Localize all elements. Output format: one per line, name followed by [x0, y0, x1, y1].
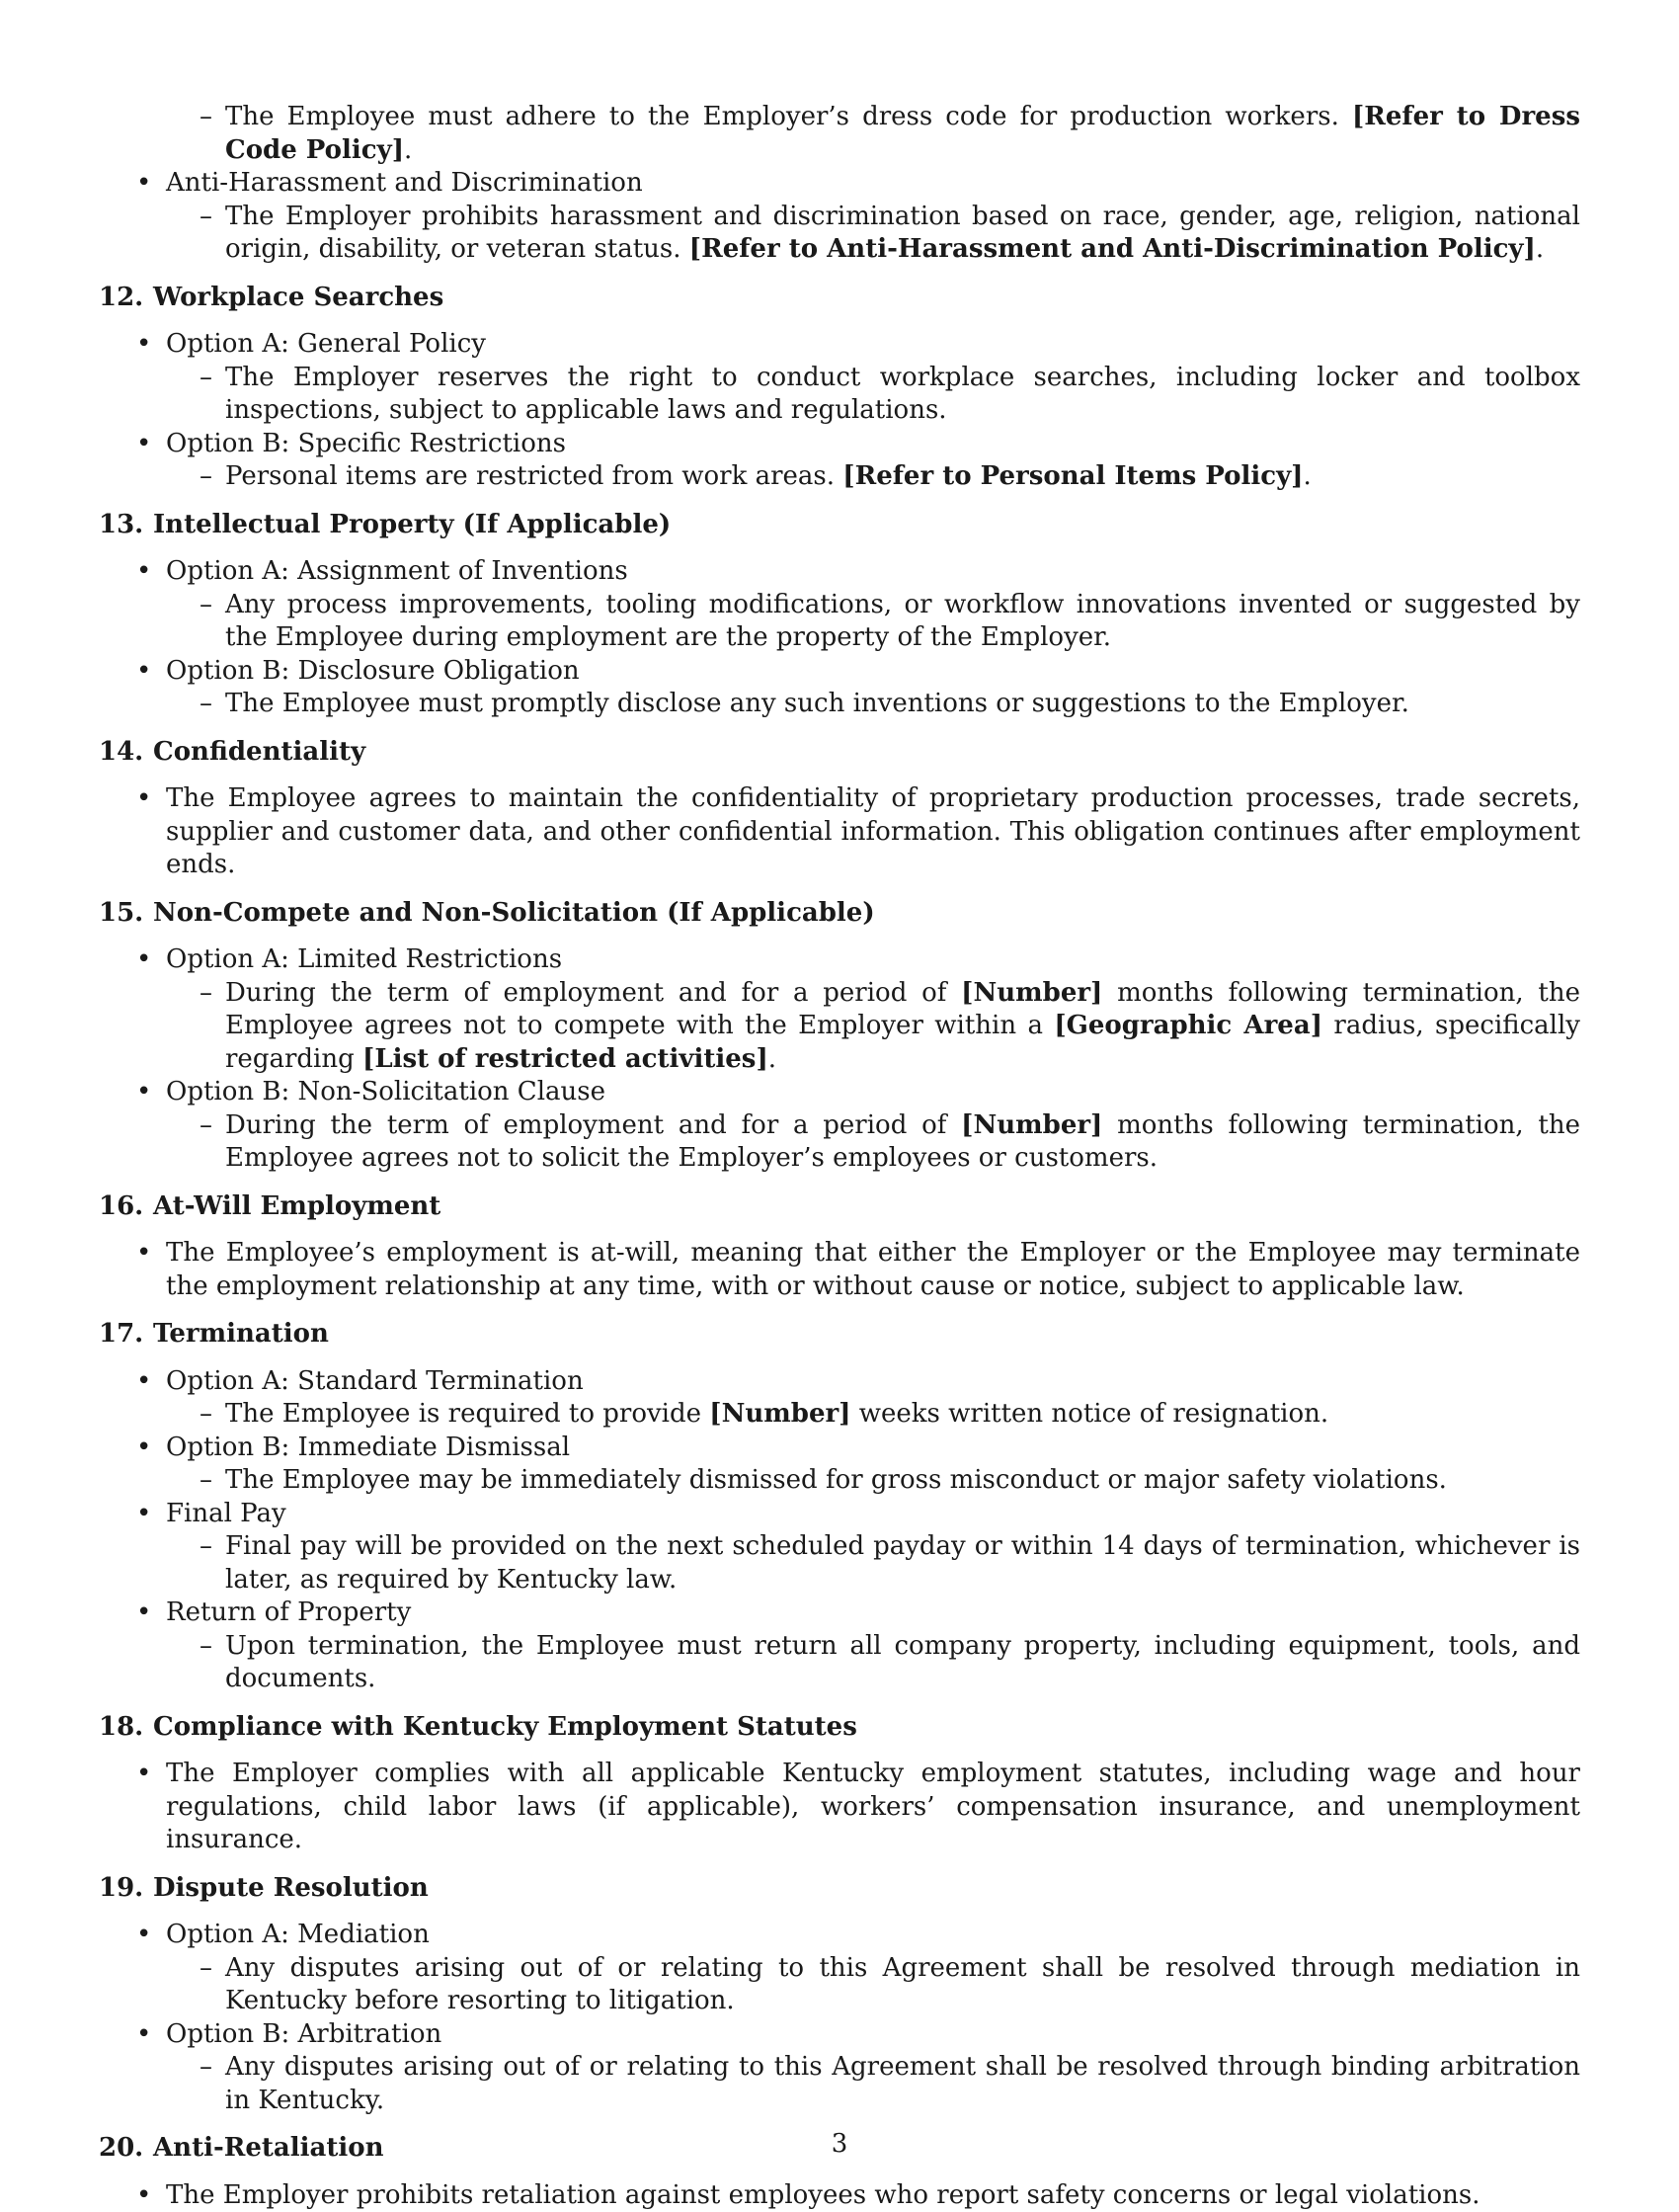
s17-option-a: • Option A: Standard Termination: [99, 1365, 1580, 1399]
section-14-heading: 14. Confidentiality: [99, 736, 1580, 770]
dress-code-policy-ref: [Refer to Dress Code Policy]: [225, 102, 1580, 165]
s16-text: • The Employee’s employment is at-will, meaning that either the Employer or the Employee may terminate the employment relationship at any time, with or without cause or notice, subject to applicable law.: [99, 1237, 1580, 1303]
s17-option-b: • Option B: Immediate Dismissal: [99, 1432, 1580, 1465]
section-15-heading: 15. Non-Compete and Non-Solicitation (If Applicable): [99, 897, 1580, 931]
s13-option-b: • Option B: Disclosure Obligation: [99, 655, 1580, 689]
section-16-heading: 16. At-Will Employment: [99, 1190, 1580, 1224]
s18-text: • The Employer complies with all applicable Kentucky employment statutes, including wage and hour regulations, child labor laws (if applicable), workers’ compensation insurance, and unemployment insurance.: [99, 1758, 1580, 1857]
s12-option-b-text: – Personal items are restricted from work areas. [Refer to Personal Items Policy].: [99, 460, 1580, 494]
section-18-heading: 18. Compliance with Kentucky Employment Statutes: [99, 1711, 1580, 1745]
harassment-clause: – The Employer prohibits harassment and discrimination based on race, gender, age, religion, national origin, disability, or veteran status. [Refer to Anti-Harassment and Anti-Discrimination Policy].: [99, 201, 1580, 267]
s12-option-a: • Option A: General Policy: [99, 328, 1580, 362]
s12-option-a-text: – The Employer reserves the right to conduct workplace searches, including locker and toolbox inspections, subject to applicable laws and regulations.: [99, 362, 1580, 428]
s15-option-b: • Option B: Non-Solicitation Clause: [99, 1076, 1580, 1109]
section-12-heading: 12. Workplace Searches: [99, 282, 1580, 315]
s17-return-property-text: – Upon termination, the Employee must return all company property, including equipment, tools, and documents.: [99, 1630, 1580, 1696]
harassment-policy-ref: [Refer to Anti-Harassment and Anti-Discrimination Policy]: [689, 234, 1536, 264]
personal-items-policy-ref: [Refer to Personal Items Policy]: [842, 461, 1303, 491]
s12-option-b: • Option B: Specific Restrictions: [99, 428, 1580, 461]
s19-option-a-text: – Any disputes arising out of or relating to this Agreement shall be resolved through mediation in Kentucky before resorting to litigation.: [99, 1952, 1580, 2018]
section-19-heading: 19. Dispute Resolution: [99, 1872, 1580, 1906]
s13-option-a: • Option A: Assignment of Inventions: [99, 555, 1580, 589]
section-17-heading: 17. Termination: [99, 1318, 1580, 1352]
section-13-heading: 13. Intellectual Property (If Applicable): [99, 509, 1580, 542]
s19-option-a: • Option A: Mediation: [99, 1919, 1580, 1952]
s17-final-pay: • Final Pay: [99, 1498, 1580, 1531]
s17-final-pay-text: – Final pay will be provided on the next scheduled payday or within 14 days of termination, whichever is later, as required by Kentucky law.: [99, 1530, 1580, 1597]
s19-option-b-text: – Any disputes arising out of or relating to this Agreement shall be resolved through binding arbitration in Kentucky.: [99, 2051, 1580, 2117]
s15-option-a-text: – During the term of employment and for a period of [Number] months following termination, the Employee agrees not to compete with the Employer within a [Geographic Area] radius, specifically regarding [List of restricted activities].: [99, 977, 1580, 1077]
s17-option-b-text: – The Employee may be immediately dismissed for gross misconduct or major safety violations.: [99, 1464, 1580, 1498]
s14-text: • The Employee agrees to maintain the confidentiality of proprietary production processes, trade secrets, supplier and customer data, and other confidential information. This obligation continues after employment ends.: [99, 782, 1580, 882]
section-20-heading: 20. Anti-Retaliation: [99, 2132, 1580, 2166]
s13-option-b-text: – The Employee must promptly disclose any such inventions or suggestions to the Employer.: [99, 688, 1580, 721]
s19-option-b: • Option B: Arbitration: [99, 2018, 1580, 2052]
s15-option-a: • Option A: Limited Restrictions: [99, 943, 1580, 977]
s15-option-b-text: – During the term of employment and for a period of [Number] months following termination, the Employee agrees not to solicit the Employer’s employees or customers.: [99, 1109, 1580, 1176]
page-number: 3: [0, 2128, 1679, 2161]
dress-code-clause: – The Employee must adhere to the Employer’s dress code for production workers. [Refer to Dress Code Policy].: [99, 101, 1580, 167]
s17-option-a-text: – The Employee is required to provide [Number] weeks written notice of resignation.: [99, 1398, 1580, 1432]
s13-option-a-text: – Any process improvements, tooling modifications, or workflow innovations invented or suggested by the Employee during employment are the property of the Employer.: [99, 589, 1580, 655]
harassment-item: • Anti-Harassment and Discrimination: [99, 167, 1580, 201]
s17-return-property: • Return of Property: [99, 1597, 1580, 1630]
document-page: [99, 0, 1580, 2173]
s20-text: • The Employer prohibits retaliation against employees who report safety concerns or legal violations.: [99, 2179, 1580, 2212]
